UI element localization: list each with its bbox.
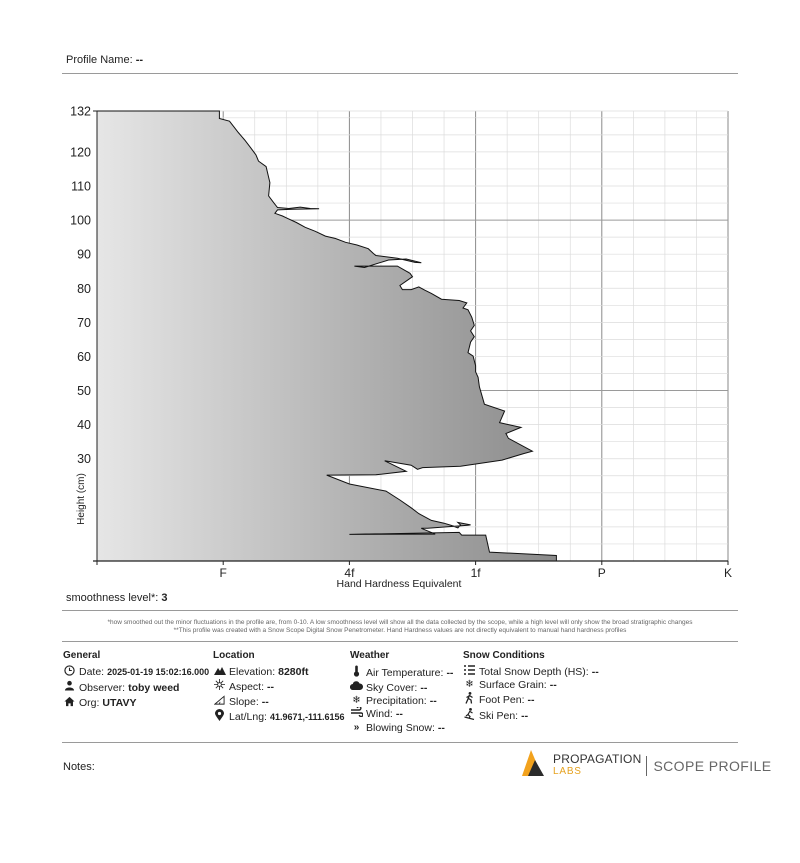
air-temp-label: Air Temperature: — [366, 666, 444, 679]
y-tick-label: 30 — [77, 452, 91, 467]
precip-value: -- — [429, 694, 437, 707]
y-tick-label: 60 — [77, 349, 91, 364]
date-row — [63, 665, 209, 681]
blowing-snow-label: Blowing Snow: — [366, 721, 435, 734]
x-tick-label: 1f — [470, 566, 481, 580]
wind-icon — [350, 707, 363, 722]
foot-pen-row — [463, 692, 599, 709]
precip-label: Precipitation: — [366, 694, 427, 707]
weather-title: Weather — [350, 650, 390, 661]
surface-grain-label: Surface Grain: — [479, 679, 547, 691]
logo-mark-icon — [522, 750, 550, 781]
general-title: General — [63, 650, 101, 661]
ski-pen-value: -- — [521, 710, 529, 722]
snow-depth-value: -- — [591, 665, 599, 678]
date-label: Date: — [79, 666, 105, 678]
snow-depth-row — [463, 665, 599, 680]
snow-depth-label: Total Snow Depth (HS): — [479, 665, 589, 678]
ski-pen-label: Ski Pen: — [479, 710, 519, 722]
weather-section — [350, 650, 453, 734]
footnote-smoothness: *how smoothed out the minor fluctuations in the profile are, from 0-10. A low smoothness level will show all the data collected by the scope, while a high level will only show the broad stratigraphic changes — [107, 619, 693, 626]
profile-name — [66, 54, 143, 66]
foot-pen-label: Foot Pen: — [479, 693, 525, 706]
observer-label: Observer: — [79, 681, 126, 694]
elevation-value: 8280ft — [278, 665, 309, 678]
date-value: 2025-01-19 15:02:16.000 — [107, 667, 210, 677]
logo-product-name: SCOPE PROFILE — [653, 757, 772, 774]
logo-line1: PROPAGATION — [553, 752, 642, 766]
snowflake-icon: ❄ — [352, 694, 361, 706]
hand-hardness-chart — [0, 95, 800, 595]
latlng-label: Lat/Lng: — [229, 711, 267, 723]
x-tick-label: P — [597, 566, 606, 580]
y-tick-label: 100 — [70, 213, 91, 228]
wind-label: Wind: — [366, 708, 393, 720]
slope-row — [213, 695, 345, 710]
snowflake-icon: ❄ — [465, 679, 474, 690]
profile-name-label: Profile Name: — [66, 54, 133, 66]
slope-icon — [213, 695, 226, 710]
latlng-value: 41.9671,-111.6156 — [269, 712, 345, 722]
sky-cover-row — [350, 681, 453, 695]
location-section — [213, 650, 345, 726]
org-label: Org: — [79, 697, 100, 709]
metadata-divider — [62, 641, 738, 642]
general-section — [63, 650, 209, 711]
smoothness-label: smoothness level*: — [66, 592, 159, 604]
x-tick-label: 4f — [344, 566, 355, 580]
latlng-row — [213, 709, 345, 726]
slope-label: Slope: — [229, 695, 259, 708]
surface-grain-value: -- — [549, 679, 557, 691]
x-axis-label: Hand Hardness Equivalent — [336, 578, 462, 590]
map-pin-icon — [213, 709, 226, 726]
home-icon — [63, 696, 76, 712]
list-icon — [463, 665, 476, 680]
blowing-snow-row — [350, 722, 453, 735]
blowing-snow-value: -- — [437, 721, 445, 734]
slope-value: -- — [261, 695, 269, 708]
org-row — [63, 696, 209, 712]
air-temp-row — [350, 665, 453, 682]
y-tick-label: 50 — [77, 384, 91, 399]
y-axis-label: Height (cm) — [76, 473, 87, 525]
person-icon — [63, 680, 76, 696]
y-tick-labels — [70, 105, 91, 467]
clock-icon — [63, 665, 76, 681]
thermometer-icon — [350, 665, 363, 682]
hardness-profile-area — [97, 111, 556, 561]
y-tick-label: 90 — [77, 247, 91, 262]
y-tick-label: 40 — [77, 418, 91, 433]
y-tick-label: 80 — [77, 281, 91, 296]
profile-name-value: -- — [135, 54, 144, 66]
cloud-icon — [350, 681, 363, 695]
smoothness-level — [66, 592, 168, 604]
aspect-value: -- — [267, 680, 275, 693]
foot-pen-value: -- — [527, 693, 535, 706]
snow-conditions-title: Snow Conditions — [463, 650, 545, 661]
notes-label: Notes: — [63, 761, 95, 773]
elevation-label: Elevation: — [229, 665, 276, 678]
elevation-row — [213, 665, 345, 680]
logo-separator — [646, 756, 647, 776]
compass-icon — [213, 679, 226, 695]
x-tick-label: F — [219, 566, 227, 580]
notes-divider — [62, 742, 738, 743]
snow-conditions-section — [463, 650, 599, 725]
observer-row — [63, 680, 209, 696]
chart-divider — [62, 610, 738, 611]
propagation-labs-logo — [522, 750, 771, 781]
y-tick-label: 110 — [71, 179, 91, 194]
aspect-label: Aspect: — [229, 680, 265, 693]
footnote-scope: **This profile was created with a Snow Scope Digital Snow Penetrometer. Hand Hardness values are not directly equivalent to manual hand hardness profiles — [173, 627, 627, 634]
hiker-icon — [463, 692, 476, 709]
wind-value: -- — [395, 708, 403, 720]
smoothness-value: 3 — [161, 592, 168, 604]
org-value: UTAVY — [102, 697, 137, 709]
sky-cover-value: -- — [420, 681, 428, 694]
aspect-row — [213, 679, 345, 695]
air-temp-value: -- — [446, 666, 454, 679]
logo-line2: LABS — [553, 766, 582, 777]
header-divider — [62, 73, 738, 74]
observer-value: toby weed — [128, 681, 180, 694]
precip-row — [350, 695, 453, 708]
x-tick-label: K — [723, 566, 733, 580]
skier-icon — [463, 708, 476, 725]
double-chevron-icon: » — [353, 721, 360, 733]
y-tick-label: 120 — [70, 145, 91, 160]
y-tick-label: 132 — [70, 104, 91, 119]
mountain-icon — [213, 665, 226, 680]
ski-pen-row — [463, 708, 599, 725]
y-tick-label: 70 — [77, 315, 91, 330]
location-title: Location — [213, 650, 255, 661]
sky-cover-label: Sky Cover: — [366, 681, 418, 694]
surface-grain-row — [463, 679, 599, 692]
wind-row — [350, 707, 453, 722]
